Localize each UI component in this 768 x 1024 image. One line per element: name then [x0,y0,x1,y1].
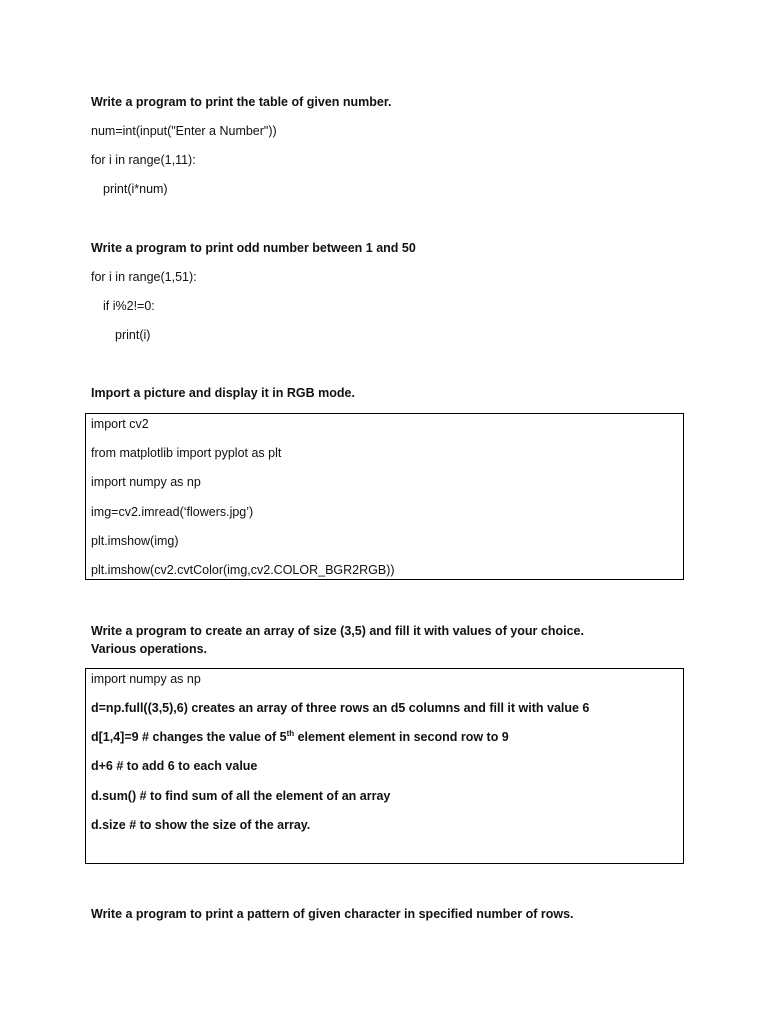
code-line: from matplotlib import pyplot as plt [91,446,282,460]
section-5-heading: Write a program to print a pattern of given character in specified number of rows. [91,907,574,921]
section-1-heading: Write a program to print the table of given number. [91,95,392,109]
section-2-heading: Write a program to print odd number between 1 and 50 [91,241,416,255]
code-box-rgb [85,413,684,580]
code-line: d.size # to show the size of the array. [91,818,311,832]
code-line: import cv2 [91,417,149,431]
code-line: import numpy as np [91,672,201,686]
code-line-part: element element in second row to 9 [294,730,509,744]
code-line: img=cv2.imread(‘flowers.jpg’) [91,505,254,519]
code-line: plt.imshow(img) [91,534,179,548]
code-line: plt.imshow(cv2.cvtColor(img,cv2.COLOR_BGR2RGB)) [91,563,395,577]
code-line: num=int(input("Enter a Number")) [91,124,277,138]
code-line: d+6 # to add 6 to each value [91,759,258,773]
ordinal-superscript: th [286,728,295,738]
code-line: d.sum() # to find sum of all the element of an array [91,789,391,803]
code-line: for i in range(1,11): [91,153,196,167]
section-3-heading: Import a picture and display it in RGB mode. [91,386,355,400]
code-line [91,729,509,745]
code-line: print(i) [115,328,151,342]
code-line: d=np.full((3,5),6) creates an array of three rows an d5 columns and fill it with value 6 [91,701,590,715]
section-4-heading: Write a program to create an array of size (3,5) and fill it with values of your choice. Various operations. [91,624,584,656]
code-line: import numpy as np [91,475,201,489]
code-line: for i in range(1,51): [91,270,197,284]
code-line: print(i*num) [103,182,168,196]
code-line-part: d[1,4]=9 # changes the value of 5 [91,730,287,744]
code-line: if i%2!=0: [103,299,155,313]
